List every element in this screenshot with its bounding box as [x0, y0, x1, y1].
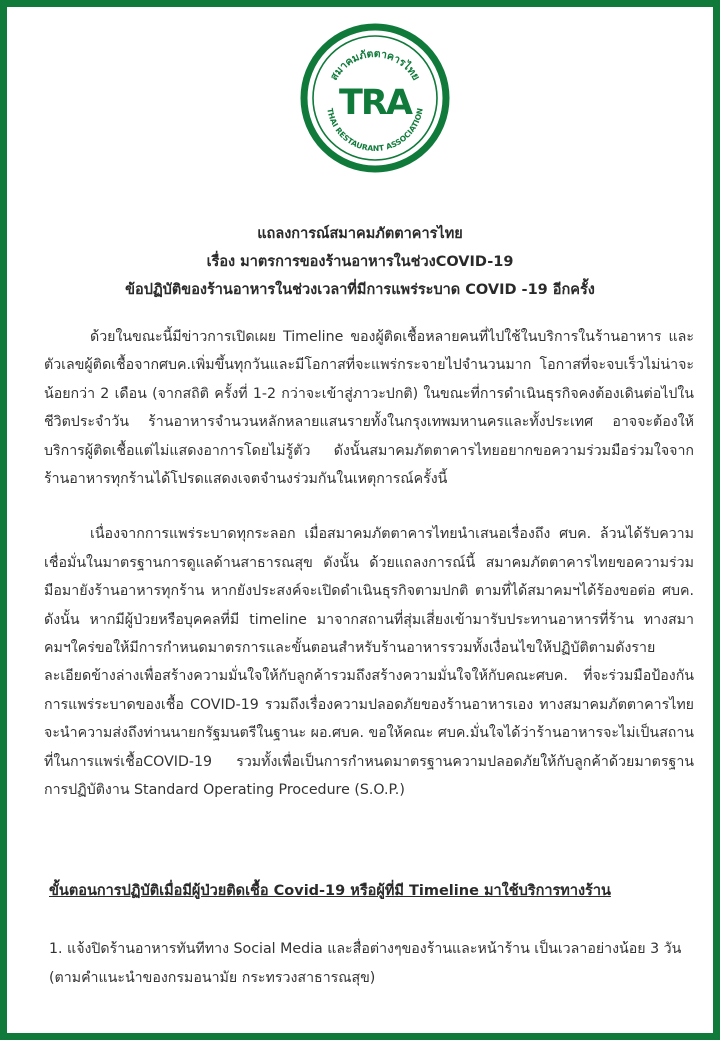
tra-logo-emblem	[300, 23, 450, 173]
announcement-header	[7, 220, 713, 304]
announcement-subject: เรื่อง มาตรการของร้านอาหารในช่วงCOVID-19	[206, 254, 514, 270]
tra-logo	[300, 23, 450, 173]
logo-initials: TRA	[339, 83, 411, 123]
announcement-title: แถลงการณ์สมาคมภัตตาคารไทย	[257, 226, 463, 242]
svg-text:สมาคมภัตตาคารไทย	[328, 48, 422, 83]
procedure-heading: ขั้นตอนการปฏิบัติเมื่อมีผู้ป่วยติดเชื้อ Covid-19 หรือผู้ที่มี Timeline มาใช้บริการทางร้าน	[49, 883, 611, 899]
announcement-body	[44, 323, 694, 805]
paragraph-2: เนื่องจากการแพร่ระบาดทุกระลอก เมื่อสมาคมภัตตาคารไทยนำเสนอเรื่องถึง ศบค. ล้วนได้รับความเชื่อมั่นในมาตรฐานการดูแลด้านสาธารณสุข ดังนั้น ด้วยแถลงการณ์นี้ สมาคมภัตตาคารไทยขอความร่วมมือมายังร้านอาหารทุกร้าน หากยังประสงค์จะเปิดดำเนินธุรกิจตามปกติ ตามที่ได้สมาคมฯได้ร้องขอต่อ ศบค. ดังนั้น หากมีผู้ป่วยหรือบุคคลที่มี timeline มาจากสถานที่สุ่มเสี่ยงเข้ามารับประทานอาหารที่ร้าน ทางสมาคมฯใคร่ขอให้มีการกำหนดมาตรการและขั้นตอนสำหรับร้านอาหารรวมทั้งเงื่อนไขให้ปฏิบัติตามดังรายละเอียดข้างล่างเพื่อสร้างความมั่นใจให้กับลูกค้ารวมถึงสร้างความมั่นใจให้กับคณะศบค. ที่จะร่วมมือป้องกันการแพร่ระบาดของเชื้อ COVID-19 รวมถึงเรื่องความปลอดภัยของร้านอาหารเอง ทางสมาคมภัตตาคารไทยจะนำความส่งถึงท่านนายกรัฐมนตรีในฐานะ ผอ.ศบค. ขอให้คณะ ศบค.มั่นใจได้ว่าร้านอาหารจะไม่เป็นสถานที่ในการแพร่เชื้อCOVID-19 รวมทั้งเพื่อเป็นการกำหนดมาตรฐานความปลอดภัยให้กับลูกค้าด้วยมาตรฐานการปฏิบัติงาน Standard Operating Procedure (S.O.P.)	[44, 526, 694, 799]
paragraph-1: ด้วยในขณะนี้มีข่าวการเปิดเผย Timeline ของผู้ติดเชื้อหลายคนที่ไปใช้ในบริการในร้านอาหาร และตัวเลขผู้ติดเชื้อจากศบค.เพิ่มขึ้นทุกวันและมีโอกาสที่จะแพร่กระจายไปจำนวนมาก โอกาสที่จะจบเร็วไม่น่าจะน้อยกว่า 2 เดือน (จากสถิติ ครั้งที่ 1-2 กว่าจะเข้าสู่ภาวะปกติ) ในขณะที่การดำเนินธุรกิจคงต้องเดินต่อไปในชีวิตประจำวัน ร้านอาหารจำนวนหลักหลายแสนรายทั้งในกรุงเทพมหานครและทั้งประเทศ อาจจะต้องให้บริการผู้ติดเชื้อแต่ไม่แสดงอาการโดยไม่รู้ตัว ดังนั้นสมาคมภัตตาคารไทยอยากขอความร่วมมือร่วมใจจากร้านอาหารทุกร้านได้โปรดแสดงเจตจำนงร่วมกันในเหตุการณ์ครั้งนี้	[44, 329, 694, 488]
logo-english-name: THAI RESTAURANT ASSOCIATION	[325, 107, 425, 154]
procedure-step-1: 1. แจ้งปิดร้านอาหารทันทีทาง Social Media และสื่อต่างๆของร้านและหน้าร้าน เป็นเวลาอย่างน้อย 3 วัน (ตามคำแนะนำของกรมอนามัย กระทรวงสาธารณสุข)	[49, 941, 682, 986]
announcement-subtitle: ข้อปฏิบัติของร้านอาหารในช่วงเวลาที่มีการแพร่ระบาด COVID -19 อีกครั้ง	[125, 282, 595, 298]
logo-thai-name: สมาคมภัตตาคารไทย	[327, 47, 423, 83]
